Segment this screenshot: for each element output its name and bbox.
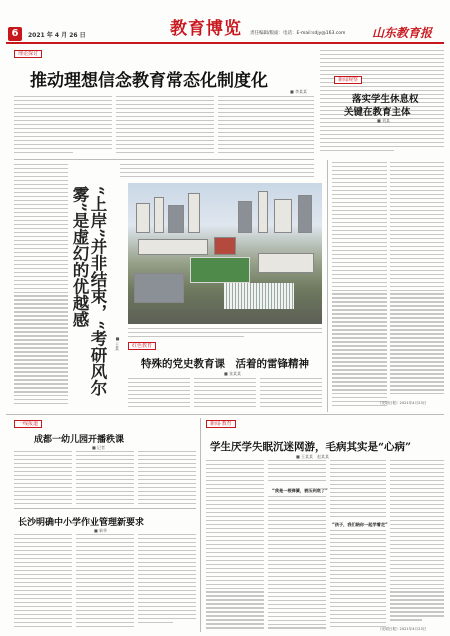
bl2-col-3	[138, 534, 196, 632]
lead-body-col-3	[218, 96, 314, 156]
bl1-byline: ■ 记者	[92, 445, 106, 450]
bl1-col-2	[76, 451, 134, 507]
campus-aerial-photo	[128, 183, 322, 324]
editor-contact: 责任编辑/版面：电话：E-mail:sdjy@163.com	[250, 31, 346, 36]
right-headline-line-1: 落实学生休息权	[352, 94, 419, 105]
bl2-headline: 长沙明确中小学作业管理新要求	[18, 518, 145, 528]
right-body-col-1	[332, 162, 387, 410]
photo-caption-lines	[128, 328, 322, 340]
pullquote-line-1: “上岸”并非结束，	[88, 186, 107, 321]
bl1-col-1	[14, 451, 72, 507]
pullquote	[70, 186, 106, 404]
right-body-col-2	[390, 162, 444, 398]
right-byline: ■ 刘某	[377, 118, 391, 123]
bl2-col-1	[14, 534, 72, 632]
lead-tag: 理论探讨	[14, 50, 42, 58]
br-tag: 新闻·教育	[206, 420, 236, 428]
lead-byline: ■ 李某某	[290, 89, 308, 94]
masthead	[0, 0, 450, 46]
page-number: 6	[8, 27, 22, 41]
photo-story-headline: 特殊的党史教育课 活着的雷锋精神	[141, 358, 309, 370]
br-subhead-2: “孩子，我们陪你一起学着走”	[332, 522, 388, 527]
pullquote-byline: ■ 王某	[115, 336, 120, 351]
pullquote-line-2: “考研风尔雾”是虚幻的优越感	[70, 186, 107, 396]
lead-body-col-2	[116, 96, 214, 156]
right-date-note: 《光明日报》2021年4月23日	[378, 401, 427, 405]
bl2-col-2	[76, 534, 134, 632]
bl2-byline: ■ 新华	[94, 528, 108, 533]
br-subhead-1: “我是一根弹簧，被压到底了”	[272, 488, 328, 493]
br-col-2	[268, 496, 326, 632]
mid-body-top	[120, 164, 314, 181]
br-col-3-top	[330, 460, 386, 520]
br-col-1	[206, 460, 264, 632]
bl1-col-3	[138, 451, 196, 507]
bl1-headline: 成都一幼儿园开播秩课	[34, 435, 125, 445]
br-headline: 学生厌学失眠沉迷网游，毛病其实是“心病”	[210, 441, 412, 453]
br-byline: ■ 王某某 赵某某	[296, 454, 330, 459]
photo-story-col-3	[260, 378, 322, 410]
masthead-rule	[6, 42, 444, 44]
photo-story-byline: ■ 张某某	[224, 371, 242, 376]
newspaper-name: 山东教育报	[372, 26, 433, 40]
br-col-3	[330, 530, 386, 632]
issue-date: 2021 年 4 月 26 日	[28, 32, 86, 39]
section-logo: 教育博览	[170, 19, 242, 39]
br-col-4	[390, 460, 444, 624]
photo-story-col-1	[128, 378, 190, 410]
photo-story-col-2	[194, 378, 256, 410]
right-tag: 新闻观察	[334, 76, 362, 84]
bl1-tag: 一线报道	[14, 420, 42, 428]
lead-body-col-1	[14, 96, 112, 156]
lead-headline: 推动理想信念教育常态化制度化	[30, 71, 268, 91]
br-date-note: 《光明日报》2021年4月23日	[378, 627, 427, 631]
right-headline-line-2: 关键在教育主体	[344, 107, 411, 118]
photo-story-tag: 红色教育	[128, 342, 156, 350]
left-body-col-1	[14, 164, 68, 409]
br-col-2-top	[268, 460, 326, 486]
